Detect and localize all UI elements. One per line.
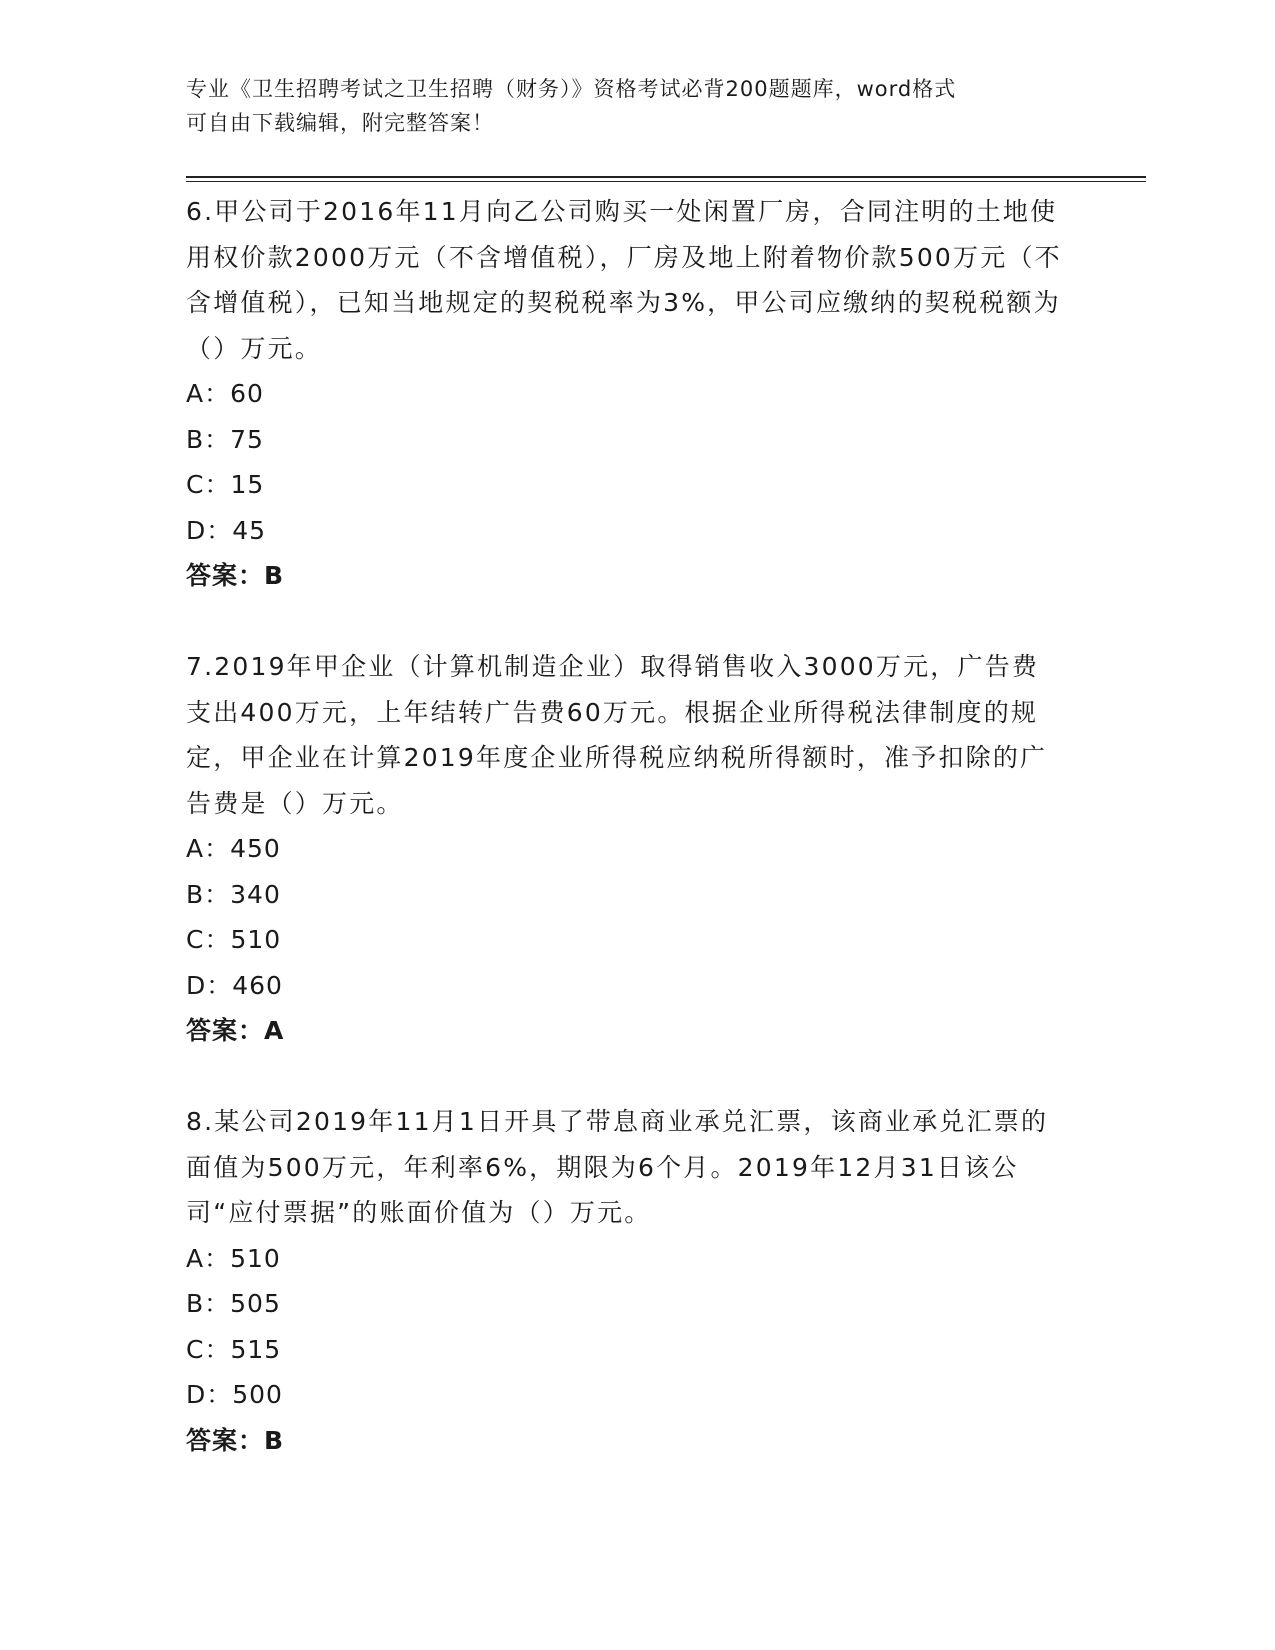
answer: 答案：B [186,1425,285,1455]
option-c: C：510 [186,925,282,954]
option-b: B：340 [186,879,281,909]
header-divider-thick [186,176,1146,178]
document-header [186,72,1066,140]
question-text: 8.某公司2019年11月1日开具了带息商业承兑汇票，该商业承兑汇票的面值为500万元，年利率6%，期限为6个月。2019年12月31日该公司“应付票据”的账面价值为（）万元。 [186,1107,1049,1227]
option-a: A：450 [186,834,281,863]
answer: 答案：B [186,561,285,590]
header-line-1: 专业《卫生招聘考试之卫生招聘（财务）》资格考试必背200题题库，word格式 [186,77,957,101]
option-c: C：515 [186,1334,282,1364]
option-d: D：500 [186,1380,283,1409]
answer: 答案：A [186,1016,285,1045]
question-6 [186,189,1066,599]
option-b: B：75 [186,424,264,454]
header-divider-thin [186,181,1146,182]
option-b: B：505 [186,1289,281,1318]
question-7 [186,644,1066,1054]
header-line-2: 可自由下载编辑，附完整答案！ [186,111,494,135]
question-text: 7.2019年甲企业（计算机制造企业）取得销售收入3000万元，广告费支出400万元，上年结转广告费60万元。根据企业所得税法律制度的规定，甲企业在计算2019年度企业所得税应纳税所得额时，准予扣除的广告费是（）万元。 [186,652,1048,818]
question-8 [186,1099,1066,1463]
option-a: A：60 [186,379,264,408]
option-d: D：45 [186,515,267,545]
option-d: D：460 [186,970,283,1000]
option-a: A：510 [186,1243,281,1273]
question-text: 6.甲公司于2016年11月向乙公司购买一处闲置厂房，合同注明的土地使用权价款2000万元（不含增值税），厂房及地上附着物价款500万元（不含增值税），已知当地规定的契税税率为3%，甲公司应缴纳的契税税额为（）万元。 [186,197,1062,363]
option-c: C：15 [186,470,265,499]
